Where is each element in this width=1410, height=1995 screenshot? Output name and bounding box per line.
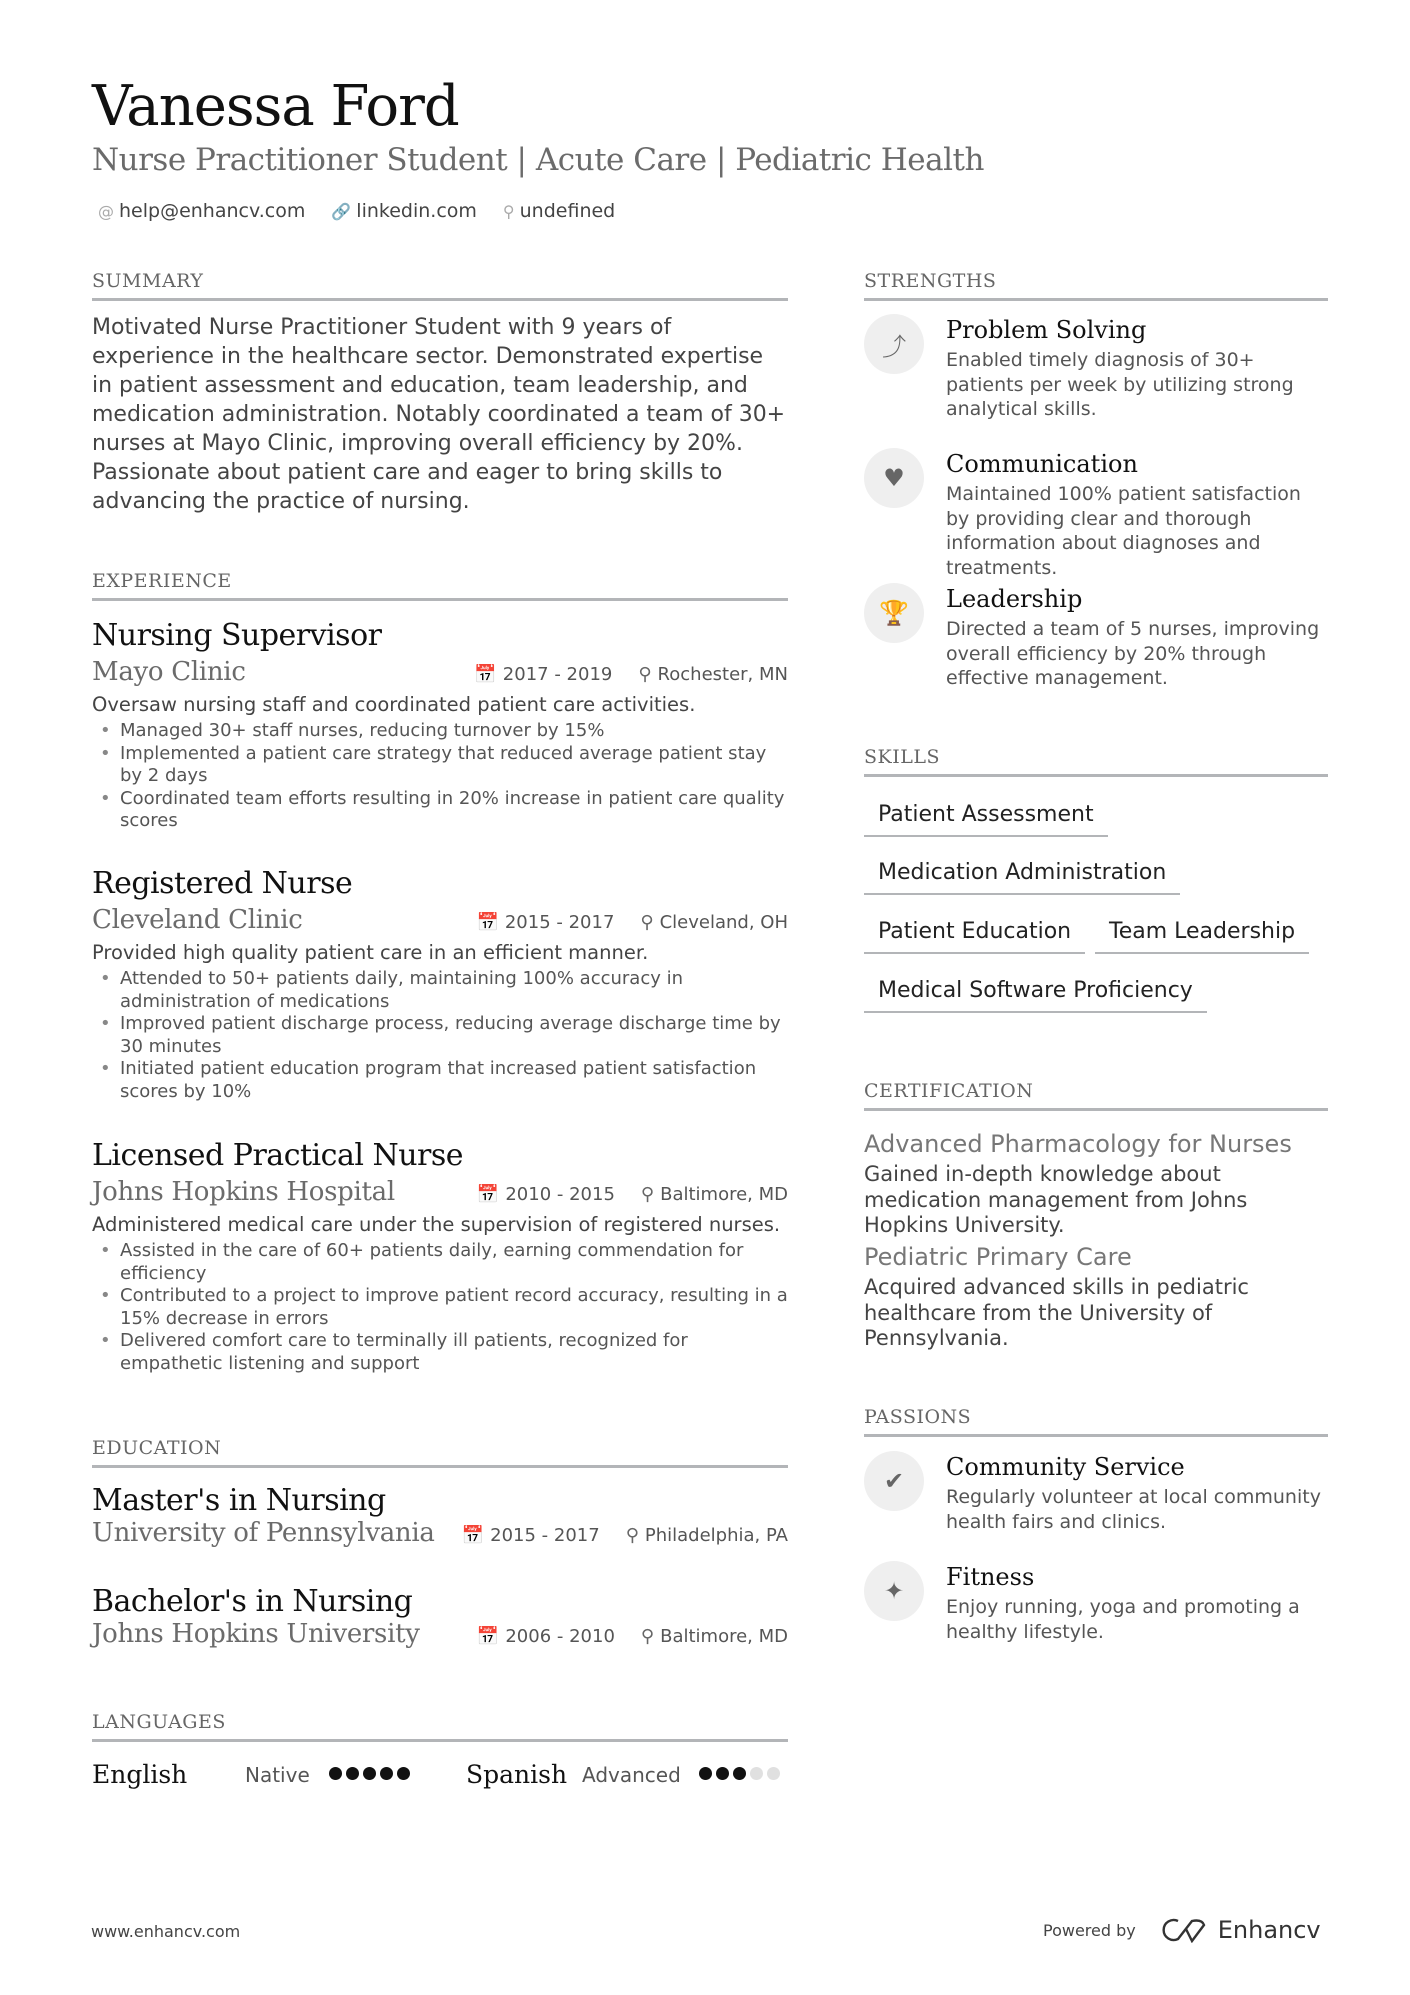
school-name: Johns Hopkins University: [92, 1619, 420, 1649]
summary-section: [92, 270, 788, 516]
skills-heading-wrap: [864, 746, 1328, 777]
job-location: ⚲ Cleveland, OH: [640, 912, 788, 933]
bullet-list: [92, 720, 788, 833]
strengths-heading-wrap: [864, 270, 1328, 301]
location-pin-icon: ⚲: [502, 202, 515, 221]
job-description: Administered medical care under the supervision of registered nurses.: [92, 1213, 781, 1236]
calendar-icon: 📅: [474, 664, 497, 685]
language-level: Native: [245, 1762, 310, 1787]
experience-item: [92, 618, 788, 833]
strengths-title: Leadership: [946, 585, 1083, 613]
job-location: ⚲ Rochester, MN: [638, 664, 788, 685]
bullet-item: • Improved patient discharge process, reducing average discharge time by 30 minutes: [92, 1013, 788, 1058]
certification-title: Pediatric Primary Care: [864, 1243, 1132, 1271]
section-heading: SUMMARY: [92, 270, 788, 301]
footer-website[interactable]: www.enhancv.com: [91, 1922, 241, 1941]
language-dots: [329, 1765, 414, 1784]
proficiency-dot: [329, 1767, 342, 1780]
strengths-item: [864, 316, 1328, 422]
location-pin-icon: ⚲: [638, 664, 652, 685]
passions-title: Community Service: [946, 1453, 1185, 1481]
section-heading: CERTIFICATION: [864, 1080, 1328, 1111]
section-heading: EXPERIENCE: [92, 570, 788, 601]
experience-item: [92, 866, 788, 1103]
proficiency-dot: [380, 1767, 393, 1780]
language-level: Advanced: [582, 1762, 681, 1787]
strengths-item: [864, 450, 1328, 580]
language-item: [92, 1760, 414, 1789]
school-name: University of Pennsylvania: [92, 1518, 435, 1548]
strengths-desc: Directed a team of 5 nurses, improving overall efficiency by 20% through effective management.: [946, 618, 1320, 689]
proficiency-dot: [716, 1767, 729, 1780]
proficiency-dot: [767, 1767, 780, 1780]
languages-heading-wrap: [92, 1711, 788, 1742]
language-dots: [699, 1765, 784, 1784]
passions-heading-wrap: [864, 1406, 1328, 1437]
location-pin-icon: ⚲: [640, 912, 654, 933]
certification-desc: Acquired advanced skills in pediatric healthcare from the University of Pennsylvania.: [864, 1275, 1249, 1350]
school-location: ⚲ Baltimore, MD: [640, 1626, 788, 1647]
passions-desc: Regularly volunteer at local community health fairs and clinics.: [946, 1486, 1321, 1533]
job-title: Nursing Supervisor: [92, 618, 382, 653]
enhancv-wordmark: Enhancv: [1217, 1916, 1321, 1944]
job-location: ⚲ Baltimore, MD: [640, 1184, 788, 1205]
bullet-item: • Attended to 50+ patients daily, maintaining 100% accuracy in administration of medications: [92, 968, 788, 1013]
date-range: 📅 2015 - 2017: [476, 912, 615, 933]
experience-heading-wrap: [92, 570, 788, 601]
certification-heading-wrap: [864, 1080, 1328, 1111]
proficiency-dot: [363, 1767, 376, 1780]
calendar-icon: 📅: [476, 1626, 500, 1647]
skill-tag: Patient Assessment: [864, 802, 1108, 837]
section-heading: PASSIONS: [864, 1406, 1328, 1437]
strengths-title: Problem Solving: [946, 316, 1147, 344]
date-range: 📅 2015 - 2017: [461, 1525, 600, 1546]
powered-by-label: Powered by: [1043, 1920, 1136, 1940]
bullet-list: [92, 968, 788, 1103]
bullet-item: • Delivered comfort care to terminally ill patients, recognized for empathetic listening and support: [92, 1330, 788, 1375]
skill-tag: Medical Software Proficiency: [864, 978, 1207, 1013]
location-pin-icon: ⚲: [625, 1525, 639, 1546]
contact-location: ⚲ undefined: [502, 200, 616, 222]
company-name: Johns Hopkins Hospital: [92, 1177, 395, 1207]
candidate-title: Nurse Practitioner Student | Acute Care | Pediatric Health: [92, 142, 984, 178]
company-name: Mayo Clinic: [92, 657, 246, 687]
strengths-desc: Maintained 100% patient satisfaction by providing clear and thorough information about diagnoses and treatments.: [946, 483, 1301, 579]
proficiency-dot: [397, 1767, 410, 1780]
location-pin-icon: ⚲: [640, 1626, 655, 1647]
passions-title: Fitness: [946, 1563, 1035, 1591]
bullet-item: • Implemented a patient care strategy that reduced average patient stay by 2 days: [92, 743, 788, 788]
calendar-icon: 📅: [476, 912, 499, 933]
certification-item: [864, 1243, 1328, 1352]
skill-tag: Medication Administration: [864, 860, 1180, 895]
location-pin-icon: ⚲: [640, 1184, 655, 1205]
contact-email[interactable]: @ help@enhancv.com: [98, 200, 306, 222]
at-icon: @: [98, 202, 114, 221]
bullet-item: • Assisted in the care of 60+ patients daily, earning commendation for efficiency: [92, 1240, 788, 1285]
contact-list: [98, 200, 615, 222]
trophy-icon: 🏆: [864, 583, 924, 643]
skill-tag: Team Leadership: [1095, 919, 1309, 954]
language-name: English: [92, 1760, 188, 1789]
job-description: Provided high quality patient care in an efficient manner.: [92, 941, 649, 964]
bullet-item: • Coordinated team efforts resulting in 20% increase in patient care quality scores: [92, 788, 788, 833]
candidate-name: Vanessa Ford: [92, 74, 459, 139]
degree: Bachelor's in Nursing: [92, 1584, 413, 1619]
company-name: Cleveland Clinic: [92, 905, 303, 935]
skill-tag: Patient Education: [864, 919, 1085, 954]
strengths-title: Communication: [946, 450, 1138, 478]
section-heading: STRENGTHS: [864, 270, 1328, 301]
summary-text: Motivated Nurse Practitioner Student with 9 years of experience in the healthcare sector. Demonstrated expertise in patient assessment and education, team leadership, and medication administration. Notably coordinated a team of 30+ nurses at Mayo Clinic, improving overall efficiency by 20%. Passionate about patient care and eager to bring skills to advancing the practice of nursing.: [92, 315, 786, 514]
contact-linkedin[interactable]: 🔗 linkedin.com: [331, 200, 477, 222]
section-heading: EDUCATION: [92, 1437, 788, 1468]
education-heading-wrap: [92, 1437, 788, 1468]
heart-icon: ♥: [864, 448, 924, 508]
passions-item: [864, 1453, 1328, 1534]
job-description: Oversaw nursing staff and coordinated patient care activities.: [92, 693, 696, 716]
proficiency-dot: [699, 1767, 712, 1780]
certification-item: [864, 1130, 1328, 1239]
section-heading: SKILLS: [864, 746, 1328, 777]
bullet-item: • Initiated patient education program that increased patient satisfaction scores by 10%: [92, 1058, 788, 1103]
bullet-item: • Managed 30+ staff nurses, reducing turnover by 15%: [92, 720, 788, 743]
passions-item: [864, 1563, 1328, 1644]
certification-desc: Gained in-depth knowledge about medication management from Johns Hopkins University.: [864, 1162, 1248, 1237]
proficiency-dot: [346, 1767, 359, 1780]
education-item: [92, 1584, 788, 1649]
enhancv-logo-icon: [1162, 1917, 1208, 1943]
certification-title: Advanced Pharmacology for Nurses: [864, 1130, 1292, 1158]
enhancv-logo[interactable]: [1162, 1916, 1321, 1944]
language-item: [466, 1760, 784, 1789]
date-range: 📅 2010 - 2015: [476, 1184, 615, 1205]
magic-wand-icon: ✦: [864, 1561, 924, 1621]
job-title: Registered Nurse: [92, 866, 353, 901]
link-icon: 🔗: [331, 202, 352, 221]
strengths-desc: Enabled timely diagnosis of 30+ patients per week by utilizing strong analytical skills.: [946, 349, 1294, 420]
puzzle-path-icon: ⤴: [864, 314, 924, 374]
date-range: 📅 2006 - 2010: [476, 1626, 615, 1647]
proficiency-dot: [733, 1767, 746, 1780]
calendar-icon: 📅: [461, 1525, 485, 1546]
language-name: Spanish: [466, 1760, 568, 1789]
bullet-list: [92, 1240, 788, 1375]
strengths-item: [864, 585, 1328, 691]
passions-desc: Enjoy running, yoga and promoting a healthy lifestyle.: [946, 1596, 1300, 1643]
job-title: Licensed Practical Nurse: [92, 1138, 464, 1173]
proficiency-dot: [750, 1767, 763, 1780]
calendar-icon: 📅: [476, 1184, 500, 1205]
bullet-item: • Contributed to a project to improve patient record accuracy, resulting in a 15% decrease in errors: [92, 1285, 788, 1330]
date-range: 📅 2017 - 2019: [474, 664, 613, 685]
school-location: ⚲ Philadelphia, PA: [625, 1525, 788, 1546]
degree: Master's in Nursing: [92, 1483, 386, 1518]
education-item: [92, 1483, 788, 1548]
footer-brand: [1043, 1916, 1321, 1944]
check-icon: ✔: [864, 1451, 924, 1511]
experience-item: [92, 1138, 788, 1375]
section-heading: LANGUAGES: [92, 1711, 788, 1742]
